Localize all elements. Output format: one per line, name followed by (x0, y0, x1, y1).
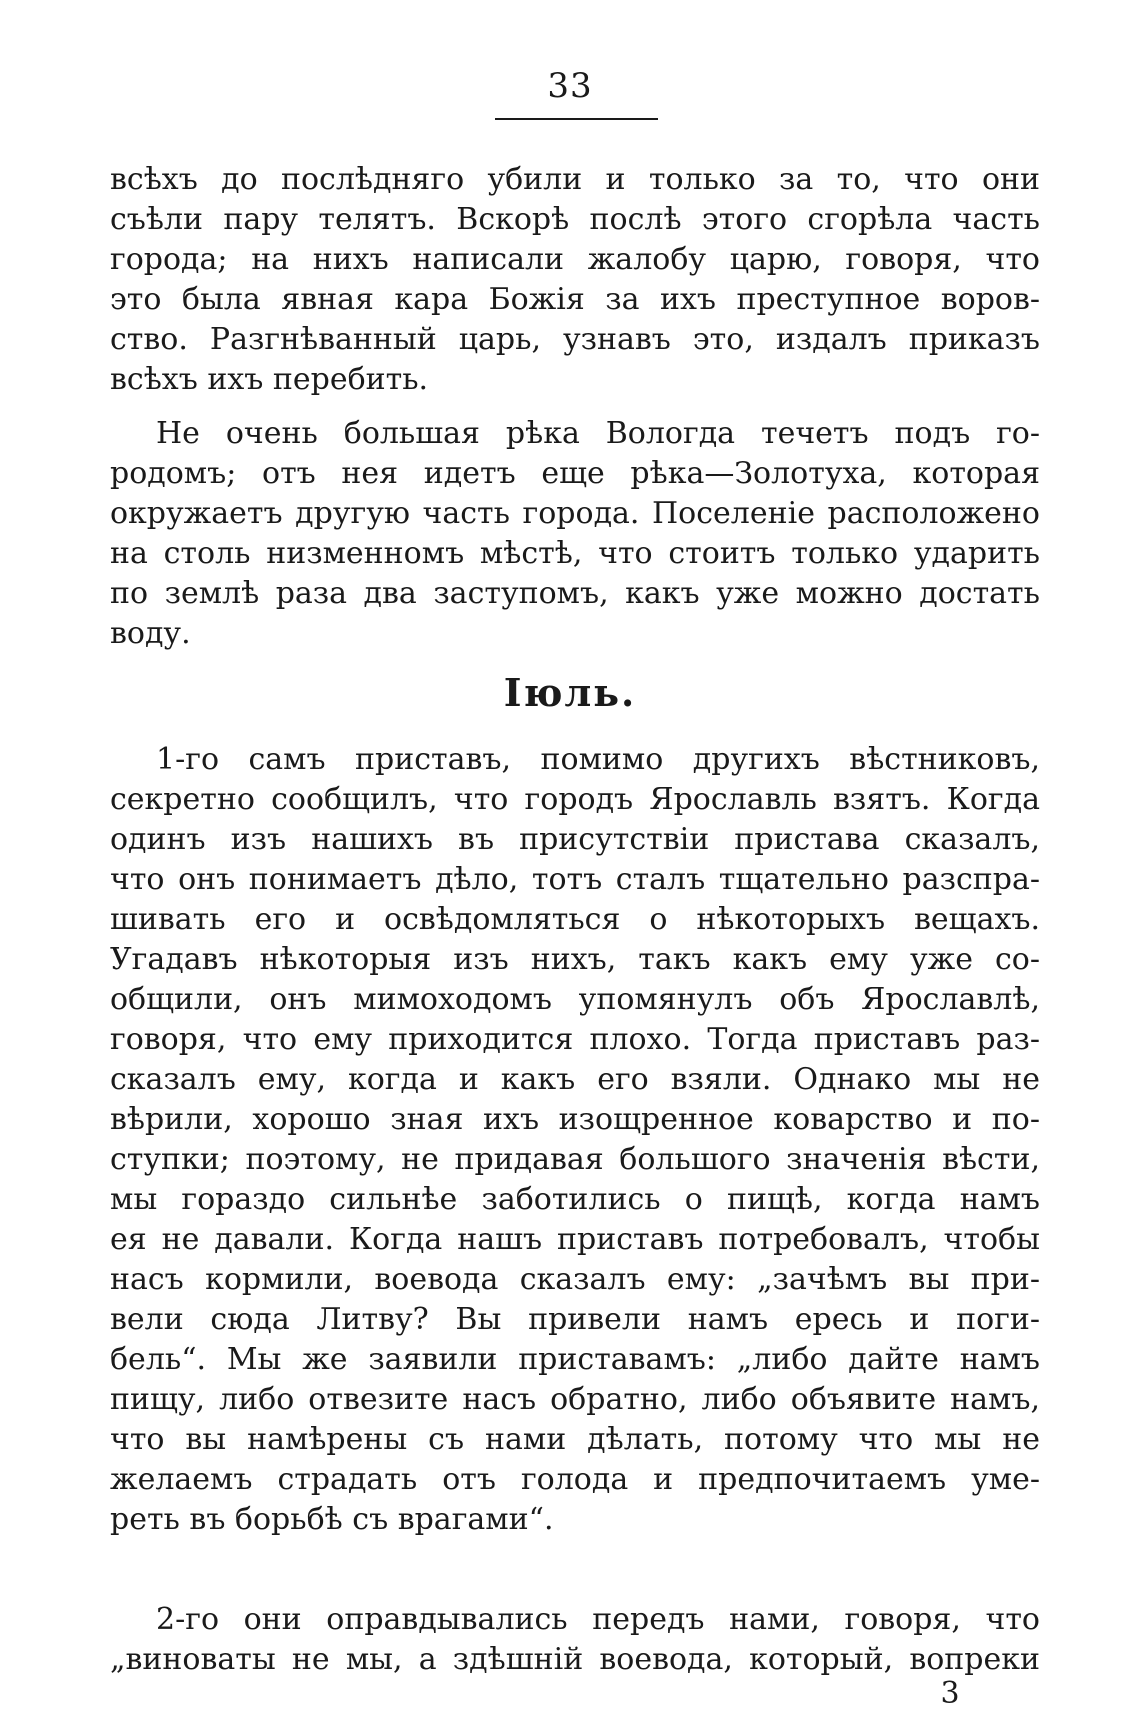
text-line: города; на нихъ написали жалобу царю, говоря, что (110, 242, 1040, 277)
text-line: что вы намѣрены съ нами дѣлать, потому что мы не (110, 1422, 1040, 1457)
text-line: ство. Разгнѣванный царь, узнавъ это, издалъ приказъ (110, 322, 1040, 357)
text-line: ея не давали. Когда нашъ приставъ потребовалъ, чтобы (110, 1222, 1040, 1257)
text-line: шивать его и освѣдомляться о нѣкоторыхъ вещахъ. (110, 902, 1040, 937)
signature-mark: 3 (940, 1676, 960, 1711)
text-line: окружаетъ другую часть города. Поселеніе расположено (110, 496, 1040, 531)
text-line: насъ кормили, воевода сказалъ ему: „зачѣмъ вы при- (110, 1262, 1040, 1297)
text-line: это была явная кара Божія за ихъ преступное воров- (110, 282, 1040, 317)
text-line: говоря, что ему приходится плохо. Тогда приставъ раз- (110, 1022, 1040, 1057)
text-line: родомъ; отъ нея идетъ еще рѣка—Золотуха, которая (110, 456, 1040, 491)
paragraph-2 (110, 414, 1040, 654)
text-line: съѣли пару телятъ. Вскорѣ послѣ этого сгорѣла часть (110, 202, 1040, 237)
text-line: всѣхъ до послѣдняго убили и только за то, что они (110, 162, 1040, 197)
text-line: мы гораздо сильнѣе заботились о пищѣ, когда намъ (110, 1182, 1040, 1217)
text-line: воду. (110, 616, 191, 651)
paragraph-3 (110, 740, 1040, 1540)
text-line: на столь низменномъ мѣстѣ, что стоитъ только ударить (110, 536, 1040, 571)
paragraph-1 (110, 160, 1040, 400)
text-line: общили, онъ мимоходомъ упомянулъ объ Ярославлѣ, (110, 982, 1040, 1017)
text-line: Угадавъ нѣкоторыя изъ нихъ, такъ какъ ему уже со- (110, 942, 1040, 977)
text-line: реть въ борьбѣ съ врагами“. (110, 1502, 554, 1537)
text-line: вели сюда Литву? Вы привели намъ ересь и поги- (110, 1302, 1040, 1337)
text-line: сказалъ ему, когда и какъ его взяли. Однако мы не (110, 1062, 1040, 1097)
header-rule (495, 118, 658, 120)
paragraph-4 (110, 1600, 1040, 1680)
text-line: 2-го они оправдывались передъ нами, говоря, что (156, 1602, 1040, 1637)
text-line: по землѣ раза два заступомъ, какъ уже можно достать (110, 576, 1040, 611)
text-line: 1-го самъ приставъ, помимо другихъ вѣстниковъ, (156, 742, 1040, 777)
text-line: секретно сообщилъ, что городъ Ярославль взятъ. Когда (110, 782, 1040, 817)
text-line: „виноваты не мы, а здѣшній воевода, который, вопреки (110, 1642, 1040, 1677)
text-line: бель“. Мы же заявили приставамъ: „либо дайте намъ (110, 1342, 1040, 1377)
text-line: что онъ понимаетъ дѣло, тотъ сталъ тщательно разспра- (110, 862, 1040, 897)
page-number: 33 (547, 66, 593, 106)
text-line: всѣхъ ихъ перебить. (110, 362, 429, 397)
section-heading: Іюль. (503, 670, 637, 715)
text-line: пищу, либо отвезите насъ обратно, либо объявите намъ, (110, 1382, 1040, 1417)
text-line: вѣрили, хорошо зная ихъ изощренное коварство и по- (110, 1102, 1040, 1137)
text-line: Не очень большая рѣка Вологда течетъ подъ го- (156, 416, 1040, 451)
text-line: желаемъ страдать отъ голода и предпочитаемъ уме- (110, 1462, 1040, 1497)
text-line: ступки; поэтому, не придавая большого значенія вѣсти, (110, 1142, 1040, 1177)
text-line: одинъ изъ нашихъ въ присутствіи пристава сказалъ, (110, 822, 1040, 857)
